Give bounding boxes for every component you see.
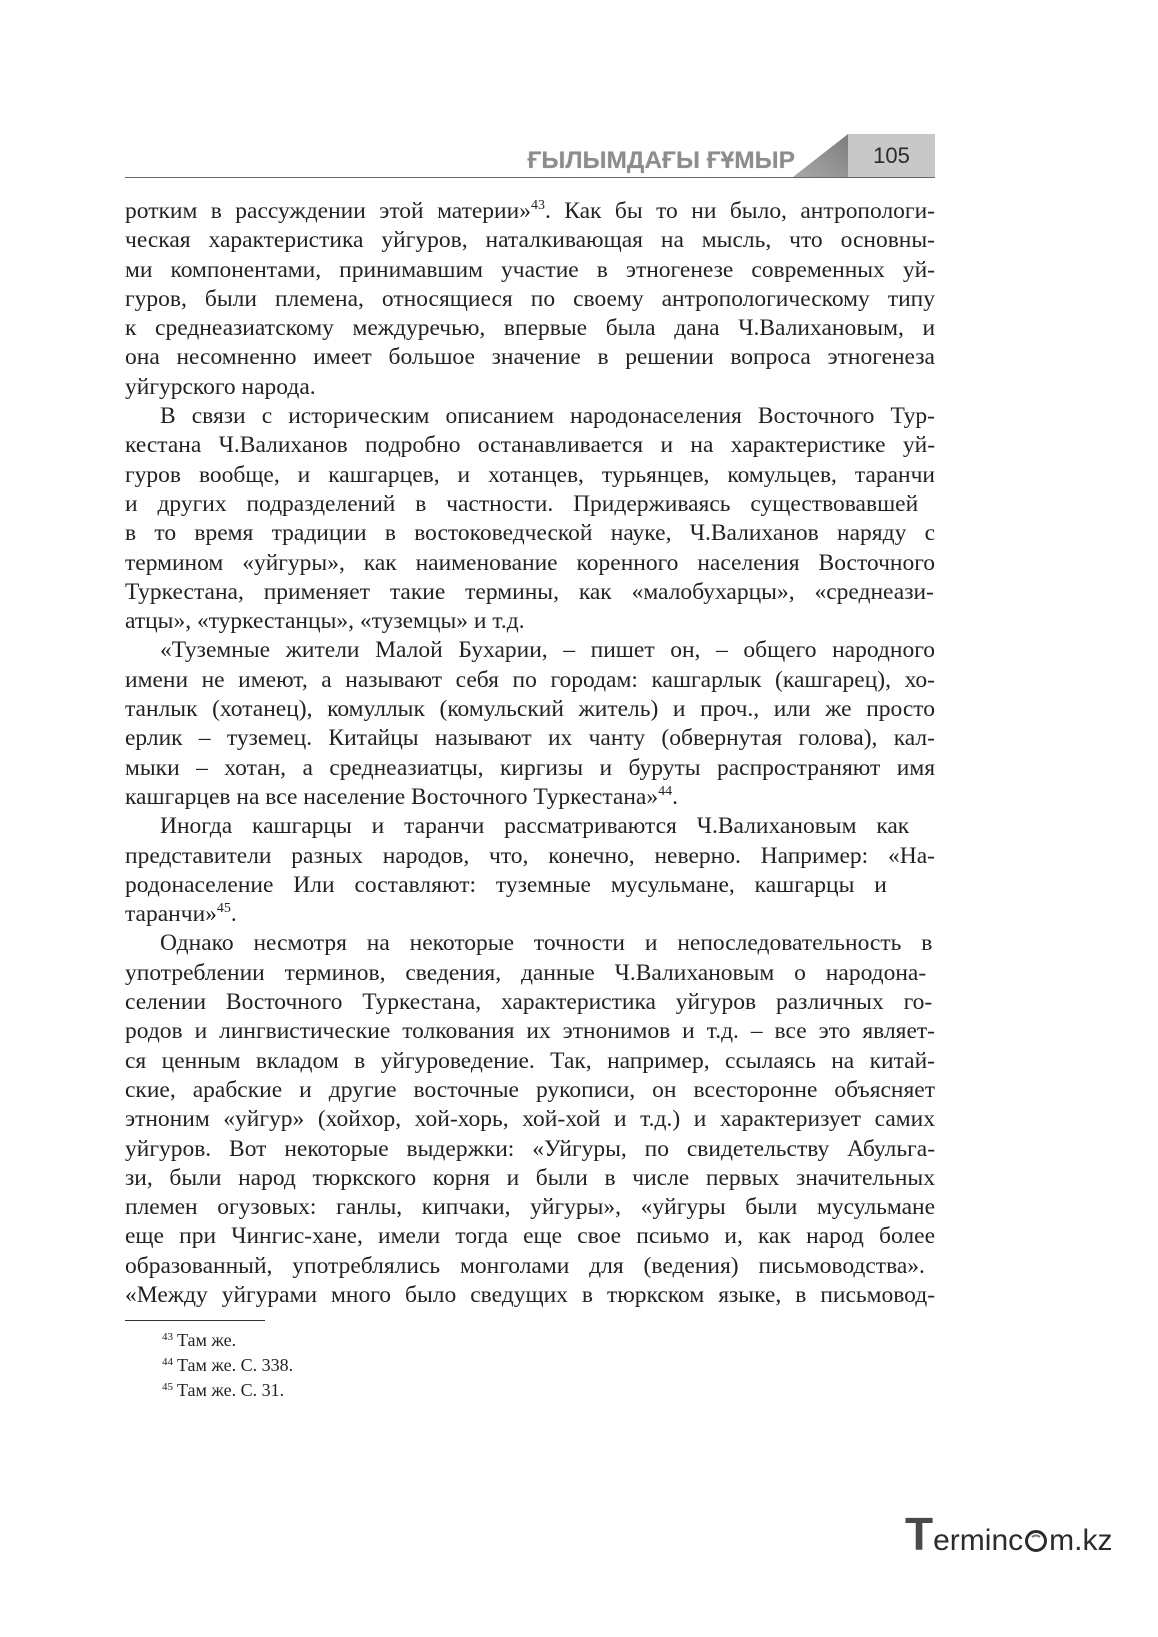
watermark-logo (905, 1508, 1112, 1560)
line-text: имени не имеют, а называют себя по городам: кашгарлык (кашгарец), хо- (125, 666, 935, 693)
text-line (125, 842, 935, 871)
line-text: употреблении терминов, сведения, данные Ч.Валихановым о народона- (125, 959, 927, 986)
footnote (162, 1353, 762, 1378)
text-line (125, 197, 935, 226)
text-line (125, 373, 935, 402)
line-text: Туркестана, применяет такие термины, как «малобухарцы», «среднеази- (125, 578, 934, 605)
text-line (125, 549, 935, 578)
line-text: Иногда кашгарцы и таранчи рассматриваются Ч.Валихановым как (160, 813, 910, 840)
line-text: еще при Чингис-хане, имели тогда еще свое псиьмо и, как народ более (125, 1223, 936, 1250)
text-line (125, 431, 935, 460)
line-text: в то время традиции в востоковедческой науке, Ч.Валиханов наряду с (125, 520, 936, 547)
header-triangle (793, 134, 848, 177)
text-line (125, 256, 935, 285)
text-line (125, 461, 935, 490)
line-text-segment: . Как бы то ни было, антропологи- (544, 198, 935, 224)
line-text (125, 783, 678, 812)
line-text: В связи с историческим описанием народонаселения Восточного Тур- (160, 403, 936, 430)
footnotes (162, 1328, 762, 1403)
text-line (125, 1017, 935, 1046)
line-text: она несомненно имеет большое значение в решении вопроса этногенеза (125, 344, 935, 371)
page-number: 105 (873, 143, 910, 168)
footnote-reference: 43 (530, 198, 545, 213)
text-line (125, 959, 935, 988)
text-line (125, 1164, 935, 1193)
line-text: «Туземные жители Малой Бухарии, – пишет он, – общего народного (160, 637, 935, 664)
text-line (125, 519, 935, 548)
line-text: «Между уйгурами много было сведущих в тюркском языке, в письмовод- (125, 1281, 936, 1308)
line-text: ерлик – туземец. Китайцы называют их чанту (обвернутая голова), кал- (125, 725, 935, 752)
footnote-text: Там же. С. 31. (177, 1380, 285, 1400)
line-text (125, 900, 237, 929)
line-text: ские, арабские и другие восточные рукописи, он всесторонне объясняет (125, 1076, 936, 1103)
text-line (125, 1105, 935, 1134)
text-line (125, 1047, 935, 1076)
line-text-segment: ротким в рассуждении этой материи» (125, 198, 531, 224)
line-text: кестана Ч.Валиханов подробно останавливается и на характеристике уй- (125, 432, 936, 459)
line-text: Однако несмотря на некоторые точности и непоследовательность в (160, 930, 933, 957)
paragraph (125, 929, 935, 1310)
line-text: ся ценным вкладом в уйгуроведение. Так, например, ссылаясь на китай- (125, 1047, 935, 1074)
footnote-number: 44 (162, 1356, 173, 1368)
text-line (125, 1193, 935, 1222)
header-rule (125, 177, 935, 178)
text-line (125, 1252, 935, 1281)
line-text: представители разных народов, что, конечно, неверно. Например: «На- (125, 842, 936, 869)
line-text: атцы», «туркестанцы», «туземцы» и т.д. (125, 608, 525, 635)
text-line (125, 578, 935, 607)
watermark-text-middle: erminc (933, 1524, 1024, 1557)
text-line (125, 666, 935, 695)
text-line (125, 402, 935, 431)
watermark-initial: T (905, 1508, 934, 1560)
line-text (125, 197, 935, 226)
text-line (125, 988, 935, 1017)
text-line (125, 1222, 935, 1251)
line-text: уйгурского народа. (125, 373, 316, 400)
line-text: зи, были народ тюркского корня и были в числе первых значительных (125, 1164, 935, 1191)
footnote (162, 1378, 762, 1403)
line-text: племен огузовых: ганлы, кипчаки, уйгуры», «уйгуры были мусульмане (125, 1194, 936, 1221)
line-text: образованный, употреблялись монголами для (ведения) письмоводства». (125, 1252, 925, 1279)
paragraph (125, 636, 935, 812)
line-text: родонаселение Или составляют: туземные мусульмане, кашгарцы и (125, 871, 887, 898)
text-line (125, 695, 935, 724)
text-line (125, 900, 935, 929)
paragraph (125, 812, 935, 929)
text-line (125, 724, 935, 753)
footnote-rule (125, 1320, 265, 1321)
line-text: ческая характеристика уйгуров, наталкивающая на мысль, что основны- (125, 227, 935, 254)
line-text: гуров вообще, и кашгарцев, и хотанцев, турьянцев, комульцев, таранчи (125, 461, 936, 488)
footnote-text: Там же. С. 338. (177, 1355, 294, 1375)
footnote-reference: 44 (658, 783, 673, 799)
text-line (125, 1281, 935, 1310)
text-line (125, 226, 935, 255)
line-text: селении Восточного Туркестана, характеристика уйгуров различных го- (125, 989, 933, 1016)
line-text: гуров, были племена, относящиеся по своему антропологическому типу (125, 285, 935, 312)
logo-circle-icon (1024, 1529, 1048, 1553)
line-text-segment: . (672, 783, 678, 810)
line-text: этноним «уйгур» (хойхор, хой-хорь, хой-хой и т.д.) и характеризует самих (125, 1106, 935, 1133)
footnote (162, 1328, 762, 1353)
text-line (125, 1076, 935, 1105)
text-line (125, 285, 935, 314)
text-line (125, 343, 935, 372)
line-text: мыки – хотан, а среднеазиатцы, киргизы и буруты распространяют имя (125, 754, 936, 781)
line-text-segment: кашгарцев на все население Восточного Туркестана» (125, 783, 659, 810)
line-text: родов и лингвистические толкования их этнонимов и т.д. – все это являет- (125, 1018, 936, 1045)
text-line (125, 314, 935, 343)
text-line (125, 1135, 935, 1164)
line-text: уйгуров. Вот некоторые выдержки: «Уйгуры, по свидетельству Абульга- (125, 1135, 936, 1162)
line-text-segment: таранчи» (125, 901, 217, 928)
text-line (125, 783, 935, 812)
footnote-number: 43 (162, 1331, 173, 1343)
running-title: ҒЫЛЫМДАҒЫ ҒҰМЫР (527, 147, 795, 174)
text-line (125, 871, 935, 900)
footnote-text: Там же. (177, 1330, 237, 1350)
text-line (125, 636, 935, 665)
footnote-reference: 45 (216, 901, 231, 917)
line-text-segment: . (230, 901, 237, 928)
line-text: к среднеазиатскому междуречью, впервые была дана Ч.Валихановым, и (125, 315, 936, 342)
line-text: и других подразделений в частности. Придерживаясь существовавшей (125, 490, 919, 517)
line-text: танлык (хотанец), комуллык (комульский житель) и проч., или же просто (125, 696, 936, 723)
paragraph (125, 197, 935, 402)
text-line (125, 929, 935, 958)
text-line (125, 754, 935, 783)
body-text (125, 197, 935, 1310)
text-line (125, 607, 935, 636)
watermark-text-end: m.kz (1049, 1524, 1113, 1557)
line-text: термином «уйгуры», как наименование коренного населения Восточного (125, 549, 936, 576)
line-text: ми компонентами, принимавшим участие в этногенезе современных уй- (125, 256, 935, 283)
text-line (125, 812, 935, 841)
footnote-number: 45 (162, 1381, 173, 1393)
text-line (125, 490, 935, 519)
paragraph (125, 402, 935, 636)
